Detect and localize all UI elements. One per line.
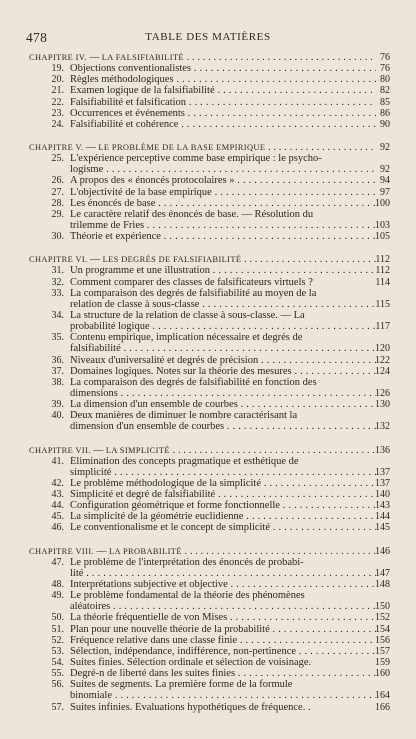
section-title: Niveaux d'universalité et degrés de précision . . . bbox=[70, 355, 376, 366]
page-ref: 159 bbox=[375, 657, 390, 669]
section-title: L'objectivité de la base empirique . . . bbox=[70, 187, 376, 198]
toc-entry-continuation bbox=[0, 467, 416, 478]
section-title: Théorie et expérience . . . bbox=[70, 231, 376, 242]
chapter-heading bbox=[0, 546, 416, 557]
section-title: Le problème méthodologique de la simplicité . . . bbox=[70, 478, 376, 489]
page-ref: 115 bbox=[375, 298, 390, 310]
section-title: Falsifiabilité et cohérence . . . bbox=[70, 119, 376, 130]
section-title: Examen logique de la falsifiabilité . . . bbox=[70, 85, 376, 96]
section-title: Sélection, indépendance, indifférence, non-pertinence . . . bbox=[70, 646, 376, 657]
toc-entry bbox=[0, 624, 416, 635]
page-ref: 76 bbox=[380, 52, 390, 63]
section-title: La comparaison des degrés de falsifiabilité au moyen de la bbox=[70, 287, 317, 299]
toc-entry bbox=[0, 288, 416, 299]
chapter-title: CHAPITRE V. — LE PROBLÈME DE LA BASE EMPIRIQUE . . . bbox=[29, 142, 376, 153]
toc-entry-continuation bbox=[0, 421, 416, 432]
section-number: 27. bbox=[51, 186, 64, 198]
toc-entry-continuation bbox=[0, 164, 416, 175]
section-number: 23. bbox=[51, 107, 64, 119]
toc-entry bbox=[0, 500, 416, 511]
section-number: 44. bbox=[51, 500, 64, 512]
page-header bbox=[0, 30, 416, 46]
section-title: falsifiabilité . . . bbox=[70, 343, 376, 354]
section-number: 57. bbox=[51, 701, 64, 713]
section-number: 52. bbox=[51, 634, 64, 646]
toc-entry bbox=[0, 635, 416, 646]
section-title: Degré-n de liberté dans les suites finies . . . bbox=[70, 668, 376, 679]
page-ref: 144 bbox=[375, 511, 390, 523]
toc-entry bbox=[0, 489, 416, 500]
page-ref: 166 bbox=[375, 701, 390, 713]
page-ref: 112 bbox=[375, 265, 390, 277]
chapter-heading bbox=[0, 52, 416, 63]
page-ref: 92 bbox=[380, 141, 390, 153]
page-ref: 152 bbox=[375, 612, 390, 624]
running-title: TABLE DES MATIÈRES bbox=[145, 31, 271, 43]
section-title: Occurrences et événements . . . bbox=[70, 108, 376, 119]
toc-entry-continuation bbox=[0, 388, 416, 399]
toc-entry bbox=[0, 175, 416, 186]
chapter-name: LA FALSIFIABILITÉ bbox=[101, 53, 184, 62]
section-number: 43. bbox=[51, 489, 64, 501]
section-number: 46. bbox=[51, 522, 64, 534]
page-ref: 150 bbox=[375, 601, 390, 613]
chapter-label: CHAPITRE V. bbox=[29, 142, 84, 152]
section-number: 25. bbox=[51, 153, 64, 165]
section-number: 40. bbox=[51, 410, 64, 422]
toc-entry bbox=[0, 332, 416, 343]
chapter-heading bbox=[0, 445, 416, 456]
chapter-heading bbox=[0, 142, 416, 153]
section-title: Règles méthodologiques . . . bbox=[70, 74, 376, 85]
section-title: Le problème fondamental de la théorie des phénomènes bbox=[70, 590, 305, 602]
section-number: 26. bbox=[51, 175, 64, 187]
page-ref: 103 bbox=[375, 219, 390, 231]
section-title: binomiale . . . bbox=[70, 690, 376, 701]
page-ref: 145 bbox=[375, 522, 390, 534]
page-ref: 85 bbox=[380, 96, 390, 108]
section-number: 39. bbox=[51, 399, 64, 411]
page-ref: 140 bbox=[375, 489, 390, 501]
section-number: 51. bbox=[51, 623, 64, 635]
toc-entry-continuation bbox=[0, 690, 416, 701]
section-title: La comparaison des degrés de falsifiabilité en fonction des bbox=[70, 376, 317, 388]
toc-entry bbox=[0, 119, 416, 130]
page-ref: 86 bbox=[380, 107, 390, 119]
toc-entry bbox=[0, 522, 416, 533]
toc-entry bbox=[0, 612, 416, 623]
page-ref: 160 bbox=[375, 668, 390, 680]
section-number: 29. bbox=[51, 208, 64, 220]
page-ref: 164 bbox=[375, 690, 390, 702]
page-ref: 92 bbox=[380, 164, 390, 176]
section-number: 20. bbox=[51, 74, 64, 86]
page-ref: 112 bbox=[375, 254, 390, 266]
section-number: 50. bbox=[51, 612, 64, 624]
toc-entry-continuation bbox=[0, 568, 416, 579]
toc-entry bbox=[0, 85, 416, 96]
section-title: Suites finies. Sélection ordinale et sélection de voisinage. bbox=[70, 657, 312, 669]
section-title: Deux manières de diminuer le nombre caractérisant la bbox=[70, 410, 298, 422]
section-number: 35. bbox=[51, 332, 64, 344]
page-ref: 114 bbox=[375, 276, 390, 288]
toc-entry bbox=[0, 187, 416, 198]
chapter-name: LA SIMPLICITÉ bbox=[105, 445, 170, 455]
toc-entry bbox=[0, 198, 416, 209]
toc-entry-continuation bbox=[0, 343, 416, 354]
section-title: Le problème de l'interprétation des énoncés de probabi- bbox=[70, 556, 304, 568]
toc-entry-continuation bbox=[0, 321, 416, 332]
section-title: Simplicité et degré de falsifiabilité . . . bbox=[70, 489, 376, 500]
section-number: 21. bbox=[51, 85, 64, 97]
page-number: 478 bbox=[26, 30, 48, 45]
chapter-title: CHAPITRE IV. — LA FALSIFIABILITÉ . . . bbox=[29, 52, 376, 63]
section-number: 36. bbox=[51, 354, 64, 366]
toc-entry bbox=[0, 97, 416, 108]
section-number: 30. bbox=[51, 231, 64, 243]
toc-entry bbox=[0, 310, 416, 321]
toc-entry bbox=[0, 209, 416, 220]
toc-entry bbox=[0, 377, 416, 388]
section-title: dimensions . . . bbox=[70, 388, 376, 399]
page-ref: 130 bbox=[375, 399, 390, 411]
page-ref: 97 bbox=[380, 186, 390, 198]
page-ref: 148 bbox=[375, 579, 390, 591]
chapter-title: CHAPITRE VIII. — LA PROBABILITÉ . . . bbox=[29, 546, 376, 557]
section-title: Les énoncés de base . . . bbox=[70, 198, 376, 209]
chapter-heading bbox=[0, 254, 416, 265]
section-title: trilemme de Fries . . . bbox=[70, 220, 376, 231]
toc-entry bbox=[0, 646, 416, 657]
section-number: 38. bbox=[51, 376, 64, 388]
section-number: 49. bbox=[51, 590, 64, 602]
section-number: 56. bbox=[51, 679, 64, 691]
toc-entry bbox=[0, 63, 416, 74]
toc-entry bbox=[0, 277, 416, 288]
page-ref: 117 bbox=[375, 321, 390, 333]
chapter-name: LA PROBABILITÉ bbox=[109, 546, 182, 556]
page-ref: 82 bbox=[380, 85, 390, 97]
section-title: aléatoires . . . bbox=[70, 601, 376, 612]
section-title: Plan pour une nouvelle théorie de la probabilité . . . bbox=[70, 624, 376, 635]
page-ref: 122 bbox=[375, 354, 390, 366]
section-title: logisme . . . bbox=[70, 164, 376, 175]
section-title: La dimension d'un ensemble de courbes . . . bbox=[70, 399, 376, 410]
page-ref: 137 bbox=[375, 466, 390, 478]
chapter-label: CHAPITRE VI. bbox=[29, 255, 88, 265]
toc-entry bbox=[0, 657, 416, 668]
page-ref: 157 bbox=[375, 645, 390, 657]
page-ref: 90 bbox=[380, 118, 390, 130]
toc-entry bbox=[0, 410, 416, 421]
section-number: 37. bbox=[51, 365, 64, 377]
toc-entry bbox=[0, 590, 416, 601]
section-number: 34. bbox=[51, 309, 64, 321]
section-title: La théorie fréquentielle de von Mises . . . bbox=[70, 612, 376, 623]
section-title: Configuration géométrique et forme fonctionnelle . . . bbox=[70, 500, 376, 511]
section-number: 22. bbox=[51, 96, 64, 108]
section-number: 28. bbox=[51, 197, 64, 209]
section-title: Interprétations subjective et objective . . . bbox=[70, 579, 376, 590]
section-title: Le caractère relatif des énoncés de base. — Résolution du bbox=[70, 208, 314, 220]
toc-entry-continuation bbox=[0, 299, 416, 310]
section-title: Suites infinies. Évaluations hypothétiques de fréquence. . bbox=[70, 701, 311, 713]
toc-entry bbox=[0, 679, 416, 690]
chapter-title: CHAPITRE VII. — LA SIMPLICITÉ . . . bbox=[29, 445, 376, 456]
toc-entry bbox=[0, 579, 416, 590]
page-ref: 94 bbox=[380, 175, 390, 187]
section-number: 33. bbox=[51, 287, 64, 299]
section-title: Objections conventionalistes . . . bbox=[70, 63, 376, 74]
section-title: L'expérience perceptive comme base empirique : le psycho- bbox=[70, 153, 322, 165]
page-ref: 105 bbox=[375, 231, 390, 243]
section-title: Falsifiabilité et falsification . . . bbox=[70, 97, 376, 108]
section-title: Le conventionalisme et le concept de simplicité . . . bbox=[70, 522, 376, 533]
toc-entry bbox=[0, 456, 416, 467]
toc-entry-continuation bbox=[0, 220, 416, 231]
section-title: Élimination des concepts pragmatique et esthétique de bbox=[70, 455, 299, 467]
chapter-title: CHAPITRE VI. — LES DEGRÉS DE FALSIFIABILITÉ . . . bbox=[29, 254, 376, 265]
page-ref: 156 bbox=[375, 634, 390, 646]
page-ref: 154 bbox=[375, 623, 390, 635]
page-ref: 136 bbox=[375, 444, 390, 456]
toc-entry-continuation bbox=[0, 601, 416, 612]
section-number: 55. bbox=[51, 668, 64, 680]
chapter-label: CHAPITRE VIII. bbox=[29, 546, 94, 556]
section-number: 31. bbox=[51, 265, 64, 277]
section-title: lité . . . bbox=[70, 568, 376, 579]
section-number: 53. bbox=[51, 645, 64, 657]
toc-entry bbox=[0, 668, 416, 679]
toc-entry bbox=[0, 366, 416, 377]
chapter-label: CHAPITRE IV. bbox=[29, 53, 87, 62]
page-ref: 124 bbox=[375, 365, 390, 377]
section-number: 19. bbox=[51, 63, 64, 75]
table-of-contents bbox=[0, 52, 416, 713]
toc-entry bbox=[0, 153, 416, 164]
section-title: Domaines logiques. Notes sur la théorie des mesures . . . bbox=[70, 366, 376, 377]
page-ref: 126 bbox=[375, 387, 390, 399]
page-ref: 120 bbox=[375, 343, 390, 355]
section-title: dimension d'un ensemble de courbes . . . bbox=[70, 421, 376, 432]
section-title: A propos des « énoncés protocolaires » . . . bbox=[70, 175, 376, 186]
page-ref: 80 bbox=[380, 74, 390, 86]
toc-entry bbox=[0, 265, 416, 276]
section-title: probabilité logique . . . bbox=[70, 321, 376, 332]
toc-entry bbox=[0, 231, 416, 242]
toc-entry bbox=[0, 399, 416, 410]
page-ref: 146 bbox=[375, 545, 390, 557]
toc-entry bbox=[0, 511, 416, 522]
section-number: 32. bbox=[51, 276, 64, 288]
section-number: 42. bbox=[51, 477, 64, 489]
section-title: La structure de la relation de classe à sous-classe. — La bbox=[70, 309, 305, 321]
chapter-name: LE PROBLÈME DE LA BASE EMPIRIQUE bbox=[98, 142, 266, 152]
toc-entry bbox=[0, 355, 416, 366]
page-ref: 76 bbox=[380, 63, 390, 75]
section-title: simplicité . . . bbox=[70, 467, 376, 478]
toc-entry bbox=[0, 557, 416, 568]
section-title: La simplicité de la géométrie euclidienne . . . bbox=[70, 511, 376, 522]
section-number: 24. bbox=[51, 118, 64, 130]
page-ref: 132 bbox=[375, 421, 390, 433]
toc-entry bbox=[0, 478, 416, 489]
section-title: Suites de segments. La première forme de la formule bbox=[70, 679, 293, 691]
toc-entry bbox=[0, 108, 416, 119]
chapter-label: CHAPITRE VII. bbox=[29, 445, 91, 455]
section-number: 48. bbox=[51, 579, 64, 591]
section-number: 54. bbox=[51, 657, 64, 669]
section-title: Comment comparer des classes de falsificateurs virtuels ? bbox=[70, 276, 313, 288]
section-title: Un programme et une illustration . . . bbox=[70, 265, 376, 276]
toc-entry bbox=[0, 74, 416, 85]
section-title: Fréquence relative dans une classe finie . . . bbox=[70, 635, 376, 646]
page-ref: 147 bbox=[375, 567, 390, 579]
section-title: Contenu empirique, implication nécessaire et degrés de bbox=[70, 332, 303, 344]
page-ref: 137 bbox=[375, 477, 390, 489]
section-number: 47. bbox=[51, 556, 64, 568]
page-ref: 100 bbox=[375, 197, 390, 209]
chapter-name: LES DEGRÉS DE FALSIFIABILITÉ bbox=[102, 255, 242, 265]
section-number: 45. bbox=[51, 511, 64, 523]
toc-entry bbox=[0, 702, 416, 713]
section-number: 41. bbox=[51, 455, 64, 467]
section-title: relation de classe à sous-classe . . . bbox=[70, 299, 376, 310]
page-ref: 143 bbox=[375, 500, 390, 512]
